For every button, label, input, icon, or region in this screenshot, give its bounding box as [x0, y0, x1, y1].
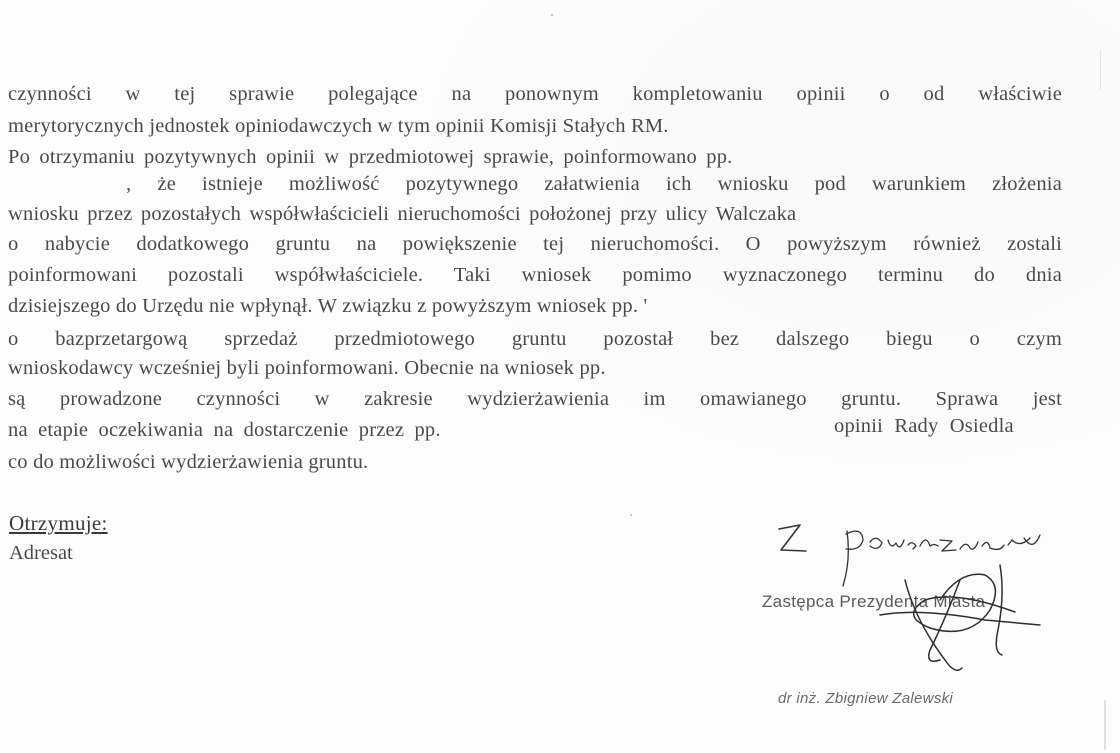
body-line-13: co do możliwości wydzierżawienia gruntu. [8, 451, 369, 473]
body-line-1: czynności w tej sprawie polegające na ponownym kompletowaniu opinii o od właściwie [8, 83, 1062, 105]
body-line-5: wniosku przez pozostałych współwłaścicieli nieruchomości położonej przy ulicy Walczaka [8, 203, 797, 225]
scan-edge [1100, 50, 1101, 90]
body-line-8: dzisiejszego do Urzędu nie wpłynął. W związku z powyższym wniosek pp. ' [8, 295, 648, 317]
body-line-11: są prowadzone czynności w zakresie wydzierżawienia im omawianego gruntu. Sprawa jest [8, 388, 1062, 410]
body-line-2: merytorycznych jednostek opiniodawczych w tym opinii Komisji Stałych RM. [8, 115, 669, 137]
body-line-3: Po otrzymaniu pozytywnych opinii w przedmiotowej sprawie, poinformowano pp. [8, 146, 733, 168]
body-line-12b: opinii Rady Osiedla [834, 415, 1014, 437]
signatory-name: dr inż. Zbigniew Zalewski [778, 690, 954, 707]
body-line-9: o bazprzetargową sprzedaż przedmiotowego gruntu pozostał bez dalszego biegu o czym [8, 328, 1062, 350]
body-line-12a: na etapie oczekiwania na dostarczenie przez pp. [8, 419, 441, 441]
scan-edge [1104, 700, 1106, 750]
scan-speck [551, 14, 553, 16]
body-line-6: o nabycie dodatkowego gruntu na powiększenie tej nieruchomości. O powyższym również zostali [8, 233, 1062, 255]
body-line-4: , że istnieje możliwość pozytywnego załatwienia ich wniosku pod warunkiem złożenia [126, 173, 1062, 195]
recipients-heading: Otrzymuje: [9, 511, 108, 535]
scan-speck [630, 514, 632, 516]
recipient-item: Adresat [9, 542, 73, 564]
signatory-title: Zastępca Prezydenta Miasta [762, 592, 986, 611]
body-line-10: wnioskodawcy wcześniej byli poinformowani. Obecnie na wniosek pp. [8, 357, 606, 379]
body-line-7: poinformowani pozostali współwłaściciele. Taki wniosek pomimo wyznaczonego terminu do dnia [8, 264, 1062, 286]
